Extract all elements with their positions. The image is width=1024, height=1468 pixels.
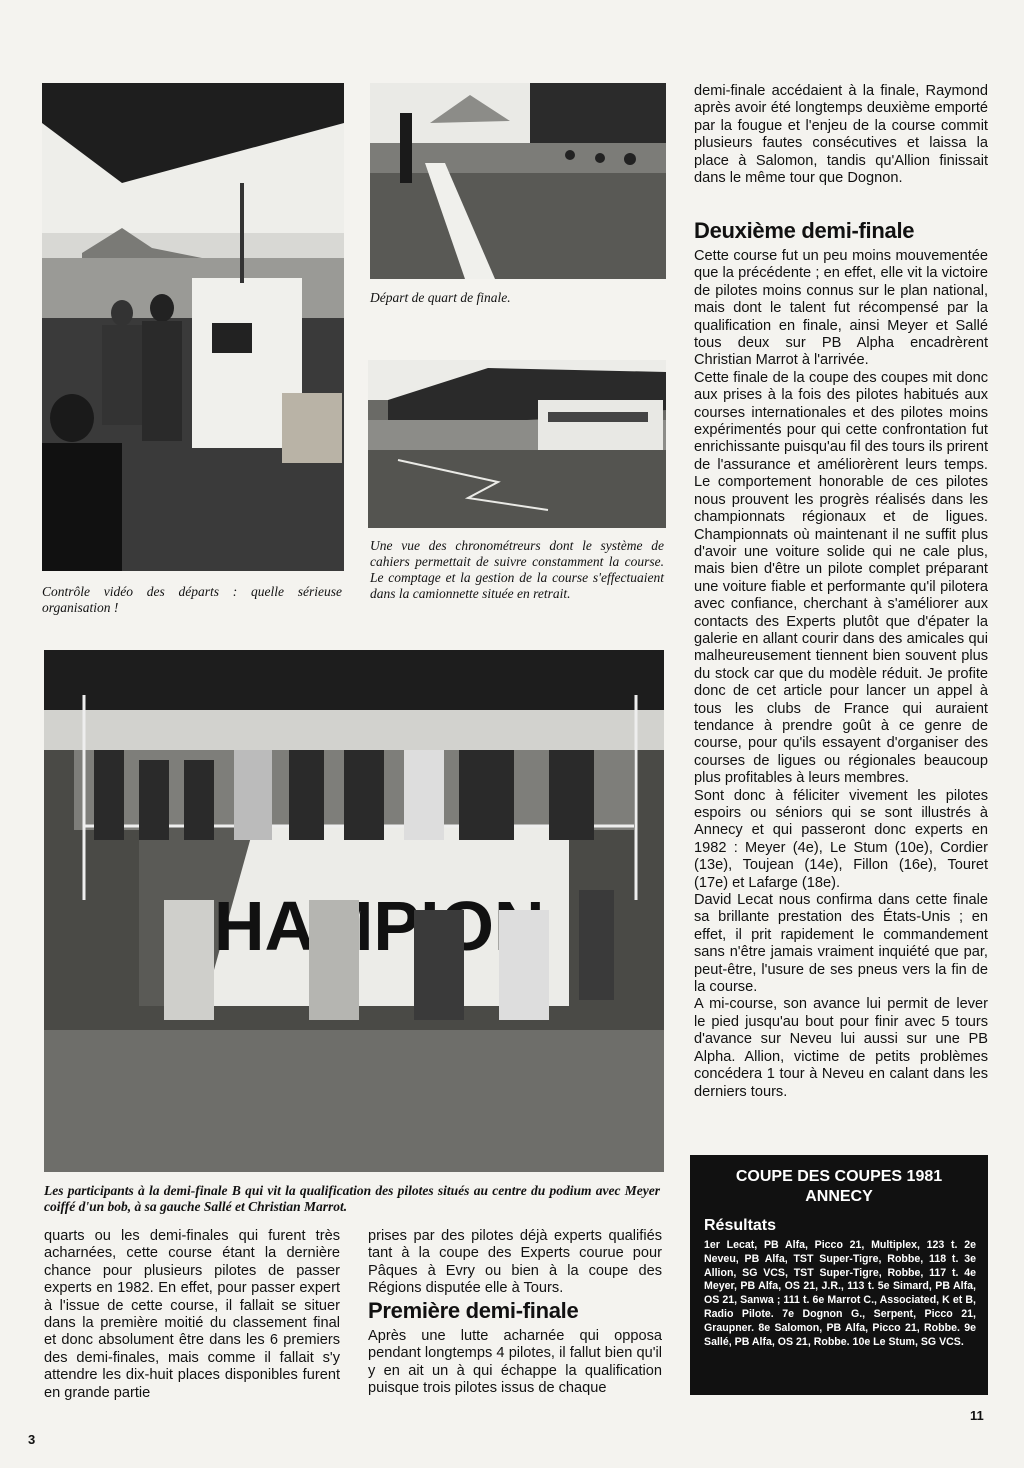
results-title-line1: COUPE DES COUPES 1981 [735,1168,943,1185]
paragraph: Cette course fut un peu moins mouvementée que la précédente ; en effet, elle vit la victoire de pilotes moins connus sur le plan national, mais dont le talent fut récompensé par la qualification en finale, ainsi Meyer et Sallé tous deux sur PB Alpha encadrèrent Christian Marrot à l'arrivée. [694,248,988,369]
right-column-intro: demi-finale accédaient à la finale, Raymond après avoir été longtemps deuxième emporté par la fougue et l'enjeu de la course commit plusieurs fautes consécutives et laissa la place à Salomon, tandis qu'Allion finissait dans le même tour que Dognon. [694,83,988,187]
heading-premiere-demi-finale: Première demi-finale [368,1298,579,1323]
right-column [694,83,988,187]
bottom-middle-column-body [368,1328,662,1398]
paragraph: A mi-course, son avance lui permit de lever le pied jusqu'au bout pour finir avec 5 tours d'avance sur Neveu lui aussi sur une PB Alpha. Allion, victime de petits problèmes concédera 1 tour à Neveu en calant dans les derniers tours. [694,996,988,1100]
caption-participants: Les participants à la demi-finale B qui vit la qualification des pilotes situés au centre du podium avec Meyer coiffé d'un bob, à sa gauche Sallé et Christian Marrot. [44,1183,660,1214]
page-number-right: 11 [970,1408,984,1423]
bottom-left-column [44,1228,340,1402]
paragraph: quarts ou les demi-finales qui furent très acharnées, cette course étant la dernière chance pour plusieurs pilotes de passer experts en 1982. En effet, pour passer expert à l'issue de cette course, il fallait se situer dans la première moitié du classement final et donc absolument être dans les 6 premiers des demi-finales, mais comme il fallait s'y attendre les dix-huit places disponibles furent en grande partie [44,1228,340,1401]
results-subtitle: Résultats [704,1217,777,1234]
paragraph: Après une lutte acharnée qui opposa pendant longtemps 4 pilotes, il fallut bien qu'il y en ait un à qui échappe la qualification puisque trois pilotes issus de chaque [368,1328,662,1397]
page-number-left: 3 [28,1432,36,1447]
caption-video-control: Contrôle vidéo des départs : quelle sérieuse organisation ! [42,584,342,615]
caption-chronometreurs: Une vue des chronométreurs dont le système de cahiers permettait de suivre constamment la course. Le comptage et la gestion de la course s'effectuaient dans la camionnette située en retrait. [370,538,664,601]
heading-deuxieme-demi-finale: Deuxième demi-finale [694,218,915,243]
results-box [690,1155,988,1395]
photo-chronometreurs [368,360,666,528]
right-column-body [694,248,988,1101]
photo-participants-demi-finale-b [44,650,664,1172]
paragraph: prises par des pilotes déjà experts qualifiés tant à la coupe des Experts courue pour Pâques à Evry ou bien à la coupe des Régions disputée elle à Tours. [368,1228,662,1297]
paragraph: Cette finale de la coupe des coupes mit donc aux prises à la fois des pilotes habitués aux courses internationales et des pilotes moins expérimentés pour qui cette confrontation fut enrichissante puisqu'au fil des tours ils prirent de l'assurance et améliorèrent leurs temps. Le comportement honorable de ces pilotes nous prouvent les progrès réalisés dans les championnats régionaux et de ligues. Championnats où maintenant il ne suffit plus d'avoir une voiture solide qui ne cale plus, mais bien d'être un pilote complet préparant une voiture fiable et performante qu'il pilotera avec confiance, cherchant à s'améliorer aux contacts des Experts plutôt que d'épater la galerie en allant courir dans des amicales qui malheureusement tiennent bien souvent plus du stock car que du modèle réduit. Je profite donc de cet article pour lancer un appel à tous les clubs de France qui auraient tendance à prendre goût à ce genre de course, pour qu'ils essayent d'organiser des courses de ligues ou régionales beaucoup plus profitables à leurs membres. [694,369,988,787]
results-title-line2: ANNECY [805,1188,873,1205]
photo-depart-quart-finale [370,83,666,279]
bottom-middle-column-intro [368,1228,662,1298]
caption-depart: Départ de quart de finale. [370,290,511,305]
paragraph: Sont donc à féliciter vivement les pilotes espoirs ou séniors qui se sont illustrés à Annecy et qui passeront donc experts en 1982 : Meyer (4e), Le Stum (10e), Cordier (13e), Toujean (14e), Fillon (16e), Touret (17e) et Lafarge (18e). [694,787,988,891]
paragraph: David Lecat nous confirma dans cette finale sa brillante prestation des États-Unis ; en effet, il prit rapidement le commandement sans n'être jamais vraiment inquiété que par, peut-être, l'usure de ses pneus vers la fin de la course. [694,892,988,996]
photo-video-control [42,83,344,571]
results-text: 1er Lecat, PB Alfa, Picco 21, Multiplex, 123 t. 2e Neveu, PB Alfa, TST Super-Tigre, Robbe, 118 t. 3e Allion, SG VCS, TST Super-Tigre, Robbe, 117 t. 4e Meyer, PB Alfa, OS 21, J.R., 113 t. 5e Simard, PB Alfa, OS 21, Sanwa ; 111 t. 6e Marrot C., Associated, K et B, Radio Pilote. 7e Dognon G., Serpent, Picco 21, Graupner. 8e Salomon, PB Alfa, Picco 21, Robbe. 9e Sallé, PB Alfa, OS 21, Robbe. 10e Le Stum, SG VCS. [704,1239,976,1348]
